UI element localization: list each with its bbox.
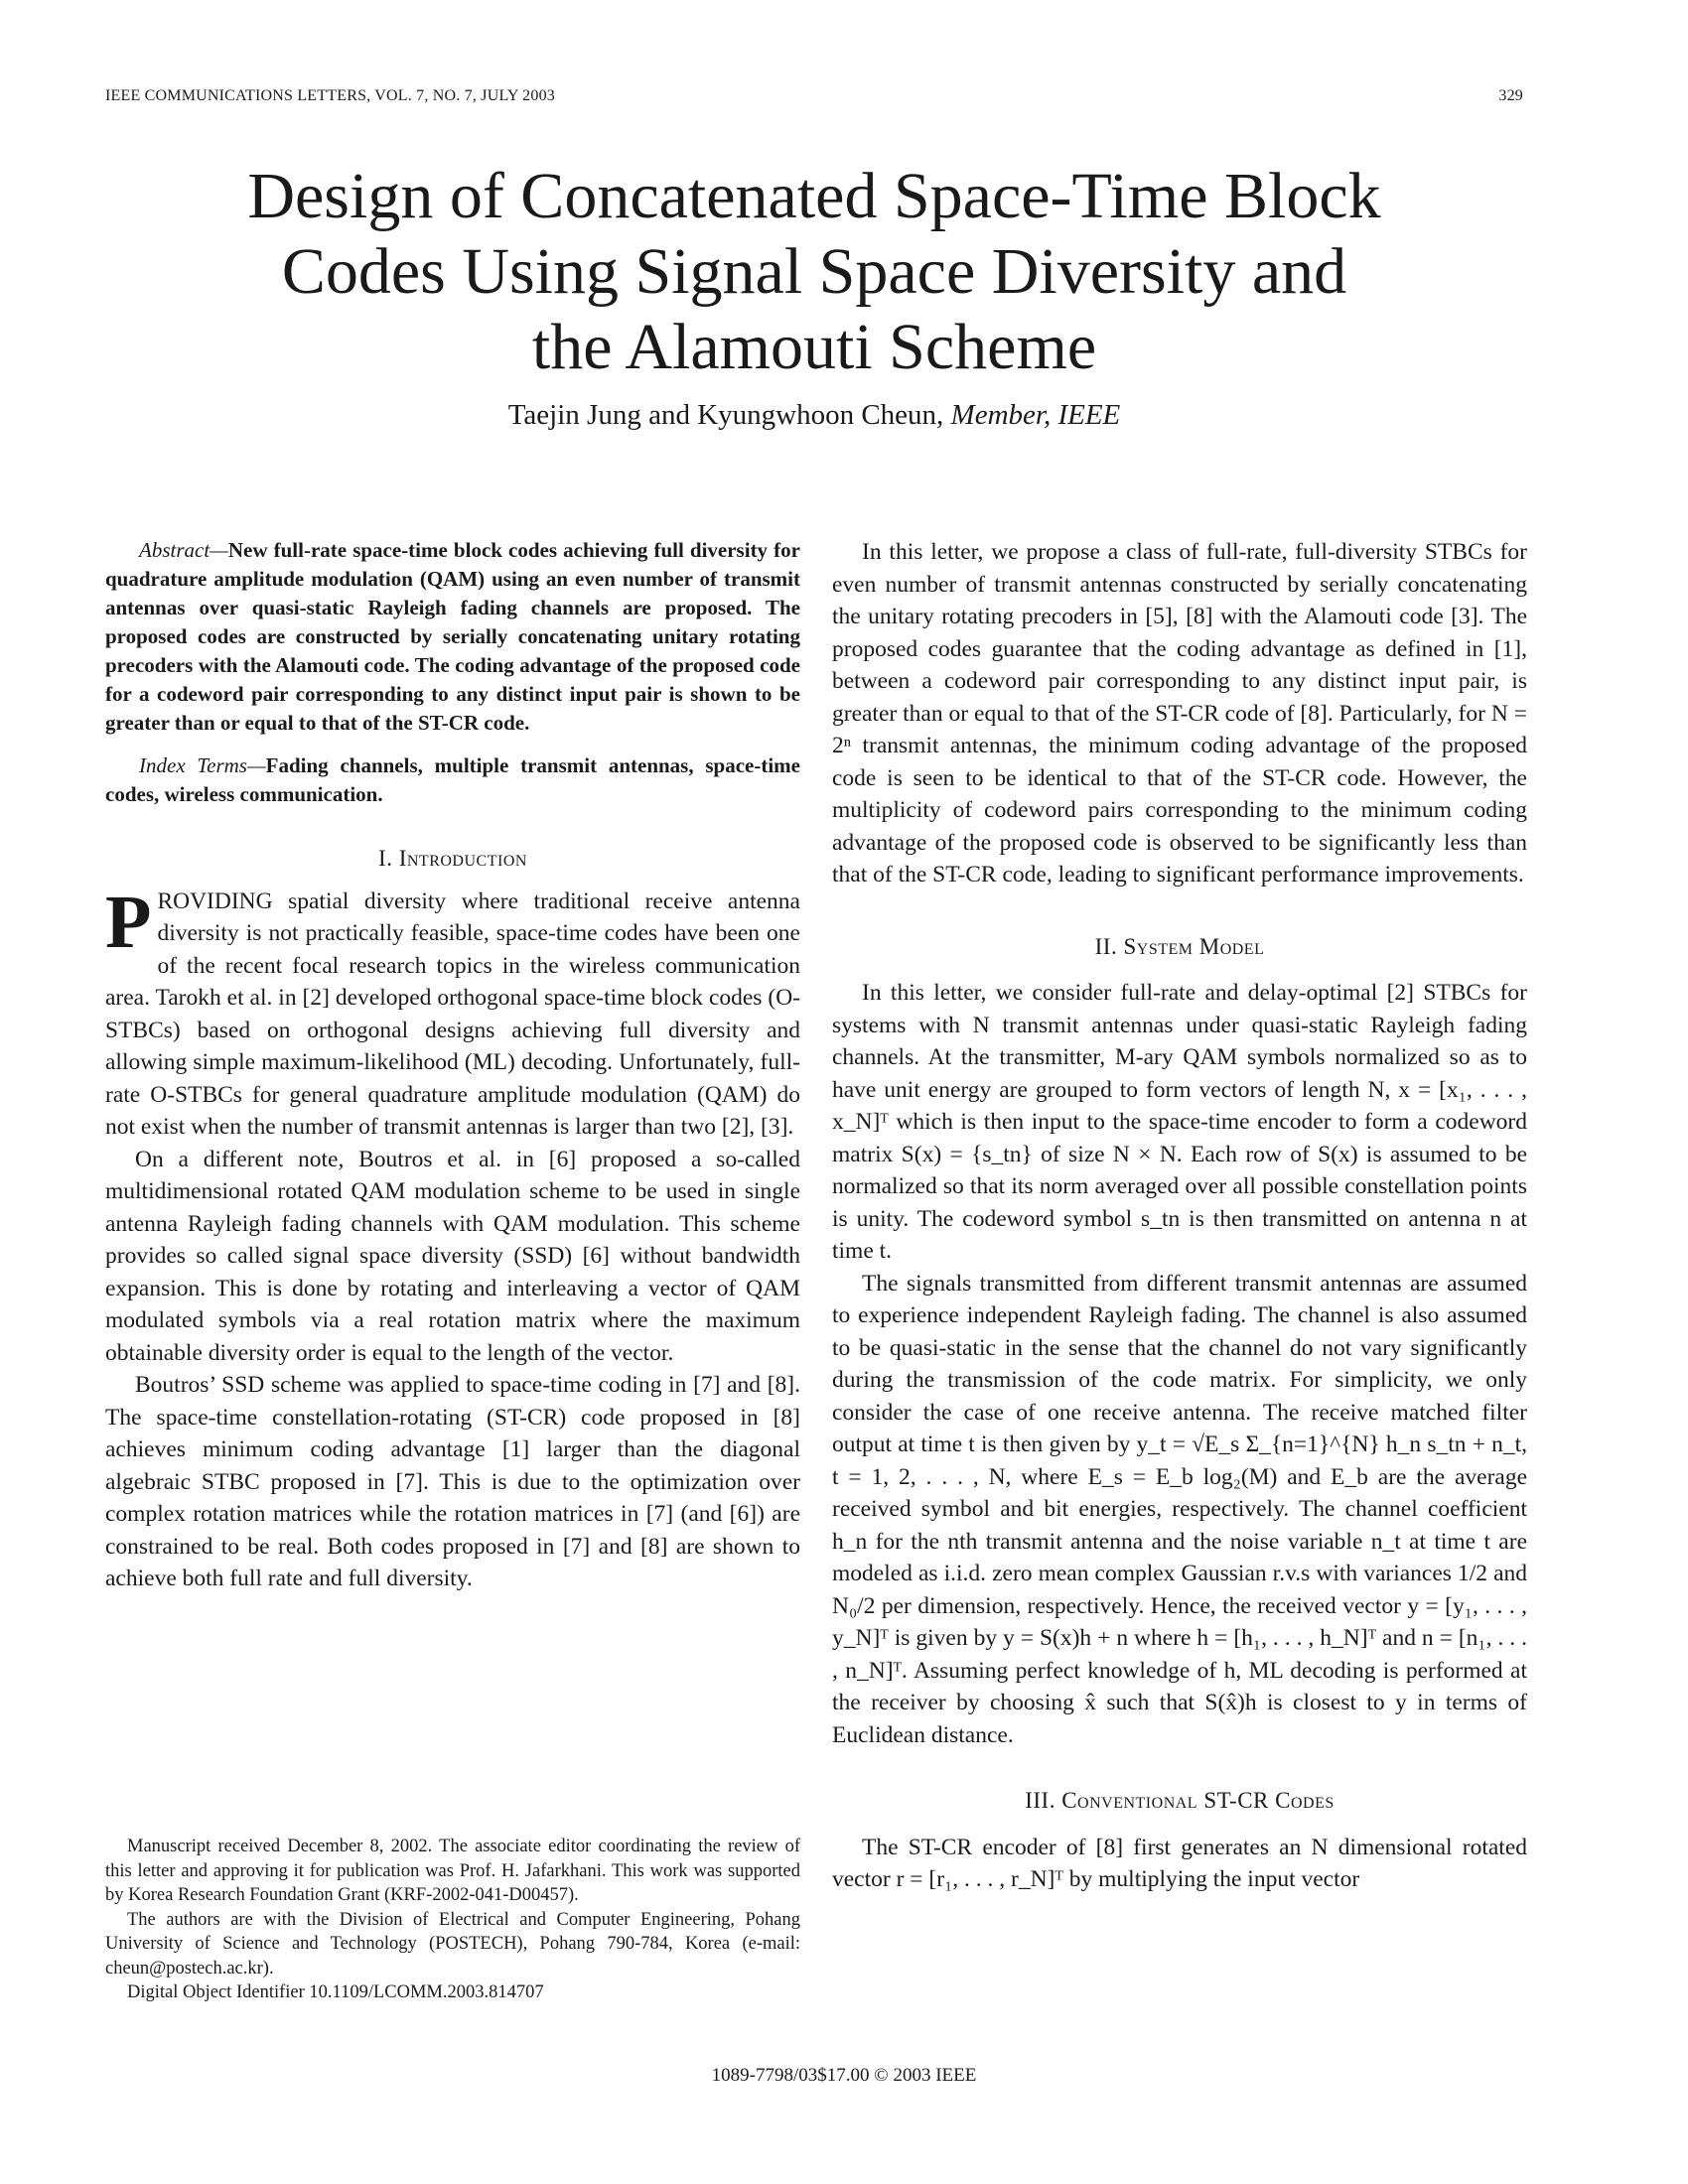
abstract-label: Abstract— [139,538,228,562]
footnote-doi: Digital Object Identifier 10.1109/LCOMM.2003.814707 [127,1982,544,2002]
left-column [105,536,800,1595]
section-heading-system-model: II. System Model [1094,933,1265,959]
author-role: Member, IEEE [950,399,1121,431]
title-line-1: Design of Concatenated Space-Time Block [247,160,1381,232]
section-heading-intro: I. Introduction [378,846,527,871]
section-heading-conventional: III. Conventional ST-CR Codes [1025,1788,1335,1813]
footnote-manuscript: Manuscript received December 8, 2002. The associate editor coordinating the review of this letter and approving it for publication was Prof. H. Jafarkhani. This work was supported by Korea Research Foundation Grant (KRF-2002-041-D00457). [105,1837,800,1905]
page-number: 329 [1498,87,1523,104]
title-line-3: the Alamouti Scheme [531,311,1097,383]
index-terms-text: Fading channels, multiple transmit antennas, space-time codes, wireless communication. [105,753,800,806]
author-line [149,399,1479,432]
title-line-2: Codes Using Signal Space Diversity and [281,235,1347,308]
drop-cap: P [105,880,152,964]
right-column [832,536,1527,1896]
intro-paragraph-4: In this letter, we propose a class of full-rate, full-diversity STBCs for even number of transmit antennas constructed by serially concatenating the unitary rotating precoders in [5], [8] with the Alamouti code [3]. The proposed codes guarantee that the coding advantage as defined in [1], between a codeword pair corresponding to any distinct input pair, is greater than or equal to that of the ST-CR code of [8]. Particularly, for N = 2ⁿ transmit antennas, the minimum coding advantage of the proposed code is seen to be identical to that of the ST-CR code. However, the multiplicity of codeword pairs corresponding to the minimum coding advantage of the proposed code is observed to be significantly less than that of the ST-CR code, leading to significant performance improvements. [832,539,1527,887]
paper-title [149,159,1479,385]
system-paragraph-2: The signals transmitted from different transmit antennas are assumed to experience independent Rayleigh fading. The channel is also assumed to be quasi-static in the sense that the channel do not vary significantly during the transmission of the code matrix. For simplicity, we only consider the case of one receive antenna. The receive matched filter output at time t is then given by y_t = √E_s Σ_{n=1}^{N} h_n s_tn + n_t, t = 1, 2, . . . , N, where E_s = E_b log₂(M) and E_b are the average received symbol and bit energies, respectively. The channel coefficient h_n for the nth transmit antenna and the noise variable n_t at time t are modeled as i.i.d. zero mean complex Gaussian r.v.s with variances 1/2 and N₀/2 per dimension, respectively. Hence, the received vector y = [y₁, . . . , y_N]ᵀ is given by y = S(x)h + n where h = [h₁, . . . , h_N]ᵀ and n = [n₁, . . . , n_N]ᵀ. Assuming perfect knowledge of h, ML decoding is performed at the receiver by choosing x̂ such that S(x̂)h is closest to y in terms of Euclidean distance. [832,1270,1527,1748]
footnote [105,1835,800,2005]
intro-paragraph-1: PROVIDING spatial diversity where traditional receive antenna diversity is not practically feasible, space-time codes have been one of the recent focal research topics in the wireless communication area. Tarokh et al. in [2] developed orthogonal space-time block codes (O-STBCs) based on orthogonal designs achieving full diversity and allowing simple maximum-likelihood (ML) decoding. Unfortunately, full-rate O-STBCs for general quadrature amplitude modulation (QAM) do not exist when the number of transmit antennas is larger than two [2], [3]. [105,880,800,1140]
intro-paragraph-2: On a different note, Boutros et al. in [6] proposed a so-called multidimensional rotated QAM modulation scheme to be used in single antenna Rayleigh fading channels with QAM modulation. This scheme provides so called signal space diversity (SSD) [6] without bandwidth expansion. This is done by rotating and interleaving a vector of QAM modulated symbols via a real rotation matrix where the maximum obtainable diversity order is equal to the length of the vector. [105,1146,800,1366]
author-names: Taejin Jung and Kyungwhoon Cheun, [507,399,944,431]
system-paragraph-1: In this letter, we consider full-rate and delay-optimal [2] STBCs for systems with N transmit antennas under quasi-static Rayleigh fading channels. At the transmitter, M-ary QAM symbols normalized so as to have unit energy are grouped to form vectors of length N, x = [x₁, . . . , x_N]ᵀ which is then input to the space-time encoder to form a codeword matrix S(x) = {s_tn} of size N × N. Each row of S(x) is assumed to be normalized so that its norm averaged over all possible constellation points is unity. The codeword symbol s_tn is then transmitted on antenna n at time t. [832,980,1527,1264]
copyright-footer: 1089-7798/03$17.00 © 2003 IEEE [711,2065,977,2086]
abstract [105,536,800,738]
index-terms-label: Index Terms— [139,753,266,777]
conventional-paragraph-1: The ST-CR encoder of [8] first generates an N dimensional rotated vector r = [r₁, . . . , r_N]ᵀ by multiplying the input vector [832,1834,1527,1892]
abstract-text: New full-rate space-time block codes achieving full diversity for quadrature amplitude modulation (QAM) using an even number of transmit antennas over quasi-static Rayleigh fading channels are proposed. The proposed codes are constructed by serially concatenating unitary rotating precoders with the Alamouti code. The coding advantage of the proposed code for a codeword pair corresponding to any distinct input pair is shown to be greater than or equal to that of the ST-CR code. [105,538,800,735]
intro-paragraph-3: Boutros’ SSD scheme was applied to space-time coding in [7] and [8]. The space-time constellation-rotating (ST-CR) code proposed in [8] achieves minimum coding advantage [1] larger than the diagonal algebraic STBC proposed in [7]. This is due to the optimization over complex rotation matrices while the rotation matrices in [7] (and [6]) are constrained to be real. Both codes proposed in [7] and [8] are shown to achieve both full rate and full diversity. [105,1372,800,1591]
journal-name: IEEE COMMUNICATIONS LETTERS, VOL. 7, NO. 7, JULY 2003 [105,87,555,104]
footnote-affiliation: The authors are with the Division of Electrical and Computer Engineering, Pohang University of Science and Technology (POSTECH), Pohang 790-784, Korea (e-mail: cheun@postech.ac.kr). [105,1909,800,1979]
running-header [105,87,1523,113]
index-terms [105,751,800,809]
